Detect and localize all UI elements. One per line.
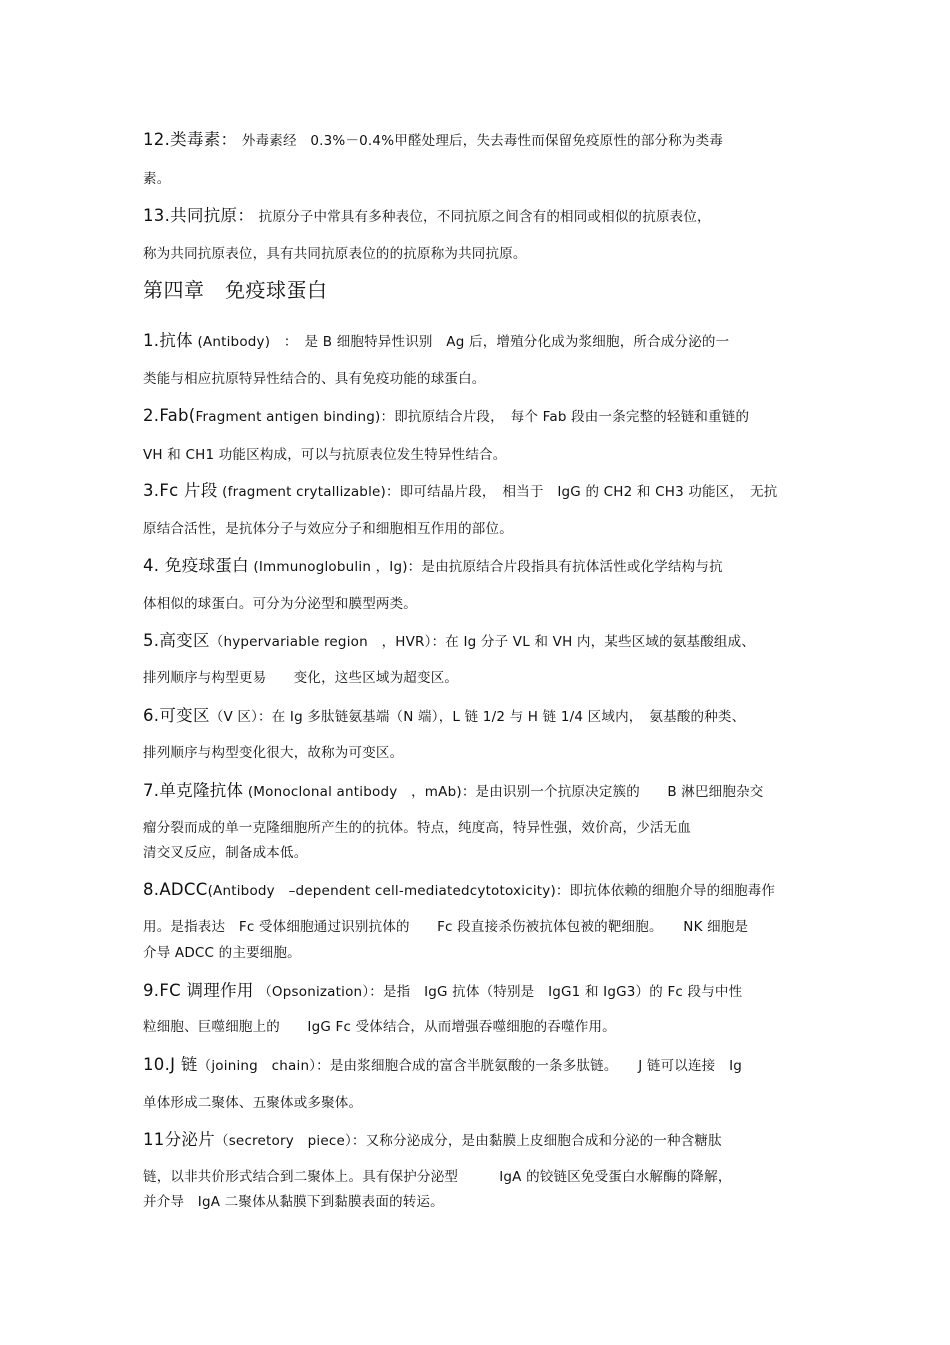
definition-9-line-1 [143, 982, 742, 1001]
definition-3-line-2 [143, 520, 513, 538]
definition-11-line-3 [143, 1193, 444, 1211]
definition-text: 单体形成二聚体、五聚体或多聚体。 [143, 1095, 363, 1111]
definition-text: （hypervariable region ，HVR）：在 Ig 分子 VL 和 VH 内，某些区域的氨基酸组成、 [209, 634, 756, 650]
definition-4-line-2 [143, 595, 417, 613]
definition-text: Fragment antigen binding)：即抗原结合片段， 每个 Fab 段由一条完整的轻链和重链的 [195, 409, 750, 425]
definition-text: 瘤分裂而成的单一克隆细胞所产生的的抗体。特点，纯度高，特异性强，效价高，少活无血 [143, 820, 691, 836]
term-label: 11分泌片 [143, 1130, 215, 1149]
definition-text: (Monoclonal antibody ，mAb)：是由识别一个抗原决定簇的 B 淋巴细胞杂交 [247, 784, 764, 800]
definition-1-line-1 [143, 332, 729, 351]
definition-text: (Antibody) ： 是 B 细胞特异性识别 Ag 后，增殖分化成为浆细胞，所合成分泌的一 [197, 334, 730, 350]
definition-text: 排列顺序与构型更易 变化，这些区域为超变区。 [143, 670, 459, 686]
definition-7-line-3 [143, 844, 307, 862]
definition-text: 类能与相应抗原特异性结合的、具有免疫功能的球蛋白。 [143, 371, 486, 387]
term-label: 4. 免疫球蛋白 [143, 556, 249, 575]
definition-8-line-3 [143, 944, 301, 962]
definition-text: (fragment crytallizable)：即可结晶片段， 相当于 IgG 的 CH2 和 CH3 功能区， 无抗 [222, 484, 778, 500]
term-label: 6.可变区 [143, 706, 210, 725]
definition-6-line-2 [143, 744, 403, 762]
definition-text: 用。是指表达 Fc 受体细胞通过识别抗体的 Fc 段直接杀伤被抗体包被的靶细胞。 NK 细胞是 [143, 919, 749, 935]
definition-text: VH 和 CH1 功能区构成，可以与抗原表位发生特异性结合。 [143, 447, 507, 463]
term-label: 8.ADCC [143, 880, 208, 899]
term-label: 3.Fc 片段 [143, 481, 218, 500]
definition-7-line-2 [143, 819, 691, 837]
definition-text: 介导 ADCC 的主要细胞。 [143, 945, 301, 961]
term-label: 10.J 链 [143, 1055, 198, 1074]
definition-text: 清交叉反应，制备成本低。 [143, 845, 308, 861]
definition-text: 素。 [143, 171, 171, 187]
definition-12-line-1 [143, 131, 723, 150]
definition-10-line-1 [143, 1056, 742, 1075]
definition-11-line-1 [143, 1131, 722, 1150]
definition-9-line-2 [143, 1018, 616, 1036]
definition-text: 抗原分子中常具有多种表位，不同抗原之间含有的相同或相似的抗原表位， [258, 209, 711, 225]
definition-text: 外毒素经 0.3%－0.4%甲醛处理后，失去毒性而保留免疫原性的部分称为类毒 [241, 133, 724, 149]
definition-text: 体相似的球蛋白。可分为分泌型和膜型两类。 [143, 596, 417, 612]
definition-6-line-1 [143, 707, 745, 726]
term-label: 13.共同抗原： [143, 206, 255, 225]
definition-11-line-2 [143, 1168, 732, 1186]
term-label: 5.高变区 [143, 631, 210, 650]
definition-8-line-2 [143, 918, 748, 936]
definition-text: 粒细胞、巨噬细胞上的 IgG Fc 受体结合，从而增强吞噬细胞的吞噬作用。 [143, 1019, 616, 1035]
definition-3-line-1 [143, 482, 778, 501]
definition-13-line-1 [143, 207, 711, 226]
term-label: 9.FC 调理作用 [143, 981, 254, 1000]
term-label: 7.单克隆抗体 [143, 781, 244, 800]
definition-text: （secretory piece）：又称分泌成分，是由黏膜上皮细胞合成和分泌的一种含糖肽 [215, 1133, 722, 1149]
definition-4-line-1 [143, 557, 723, 576]
definition-text: （V 区）：在 Ig 多肽链氨基端（N 端），L 链 1/2 与 H 链 1/4 区域内， 氨基酸的种类、 [209, 709, 746, 725]
definition-text: 排列顺序与构型变化很大，故称为可变区。 [143, 745, 404, 761]
chapter-heading: 第四章 免疫球蛋白 [143, 278, 328, 302]
definition-10-line-2 [143, 1094, 362, 1112]
definition-8-line-1 [143, 881, 775, 900]
definition-text: （joining chain）：是由浆细胞合成的富含半胱氨酸的一条多肽链。 J 链可以连接 Ig [197, 1058, 743, 1074]
definition-7-line-1 [143, 782, 763, 801]
definition-12-line-2 [143, 170, 170, 188]
definition-1-line-2 [143, 370, 486, 388]
definition-text: 称为共同抗原表位，具有共同抗原表位的的抗原称为共同抗原。 [143, 246, 527, 262]
term-label: 12.类毒素： [143, 130, 238, 149]
definition-5-line-1 [143, 632, 755, 651]
definition-2-line-1 [143, 407, 749, 426]
definition-text: （Opsonization）：是指 IgG 抗体（特别是 IgG1 和 IgG3）的 Fc 段与中性 [258, 984, 743, 1000]
definition-13-line-2 [143, 245, 527, 263]
definition-5-line-2 [143, 669, 458, 687]
definition-text: 原结合活性，是抗体分子与效应分子和细胞相互作用的部位。 [143, 521, 513, 537]
term-label: 1.抗体 [143, 331, 193, 350]
definition-text: 并介导 IgA 二聚体从黏膜下到黏膜表面的转运。 [143, 1194, 444, 1210]
definition-text: (Antibody –dependent cell-mediatedcytotoxicity)：即抗体依赖的细胞介导的细胞毒作 [207, 883, 776, 899]
definition-2-line-2 [143, 446, 506, 464]
term-label: 2.Fab( [143, 406, 196, 425]
definition-text: (Immunoglobulin ，Ig)：是由抗原结合片段指具有抗体活性或化学结构与抗 [253, 559, 723, 575]
definition-text: 链，以非共价形式结合到二聚体上。具有保护分泌型 IgA 的铰链区免受蛋白水解酶的降解， [143, 1169, 732, 1185]
